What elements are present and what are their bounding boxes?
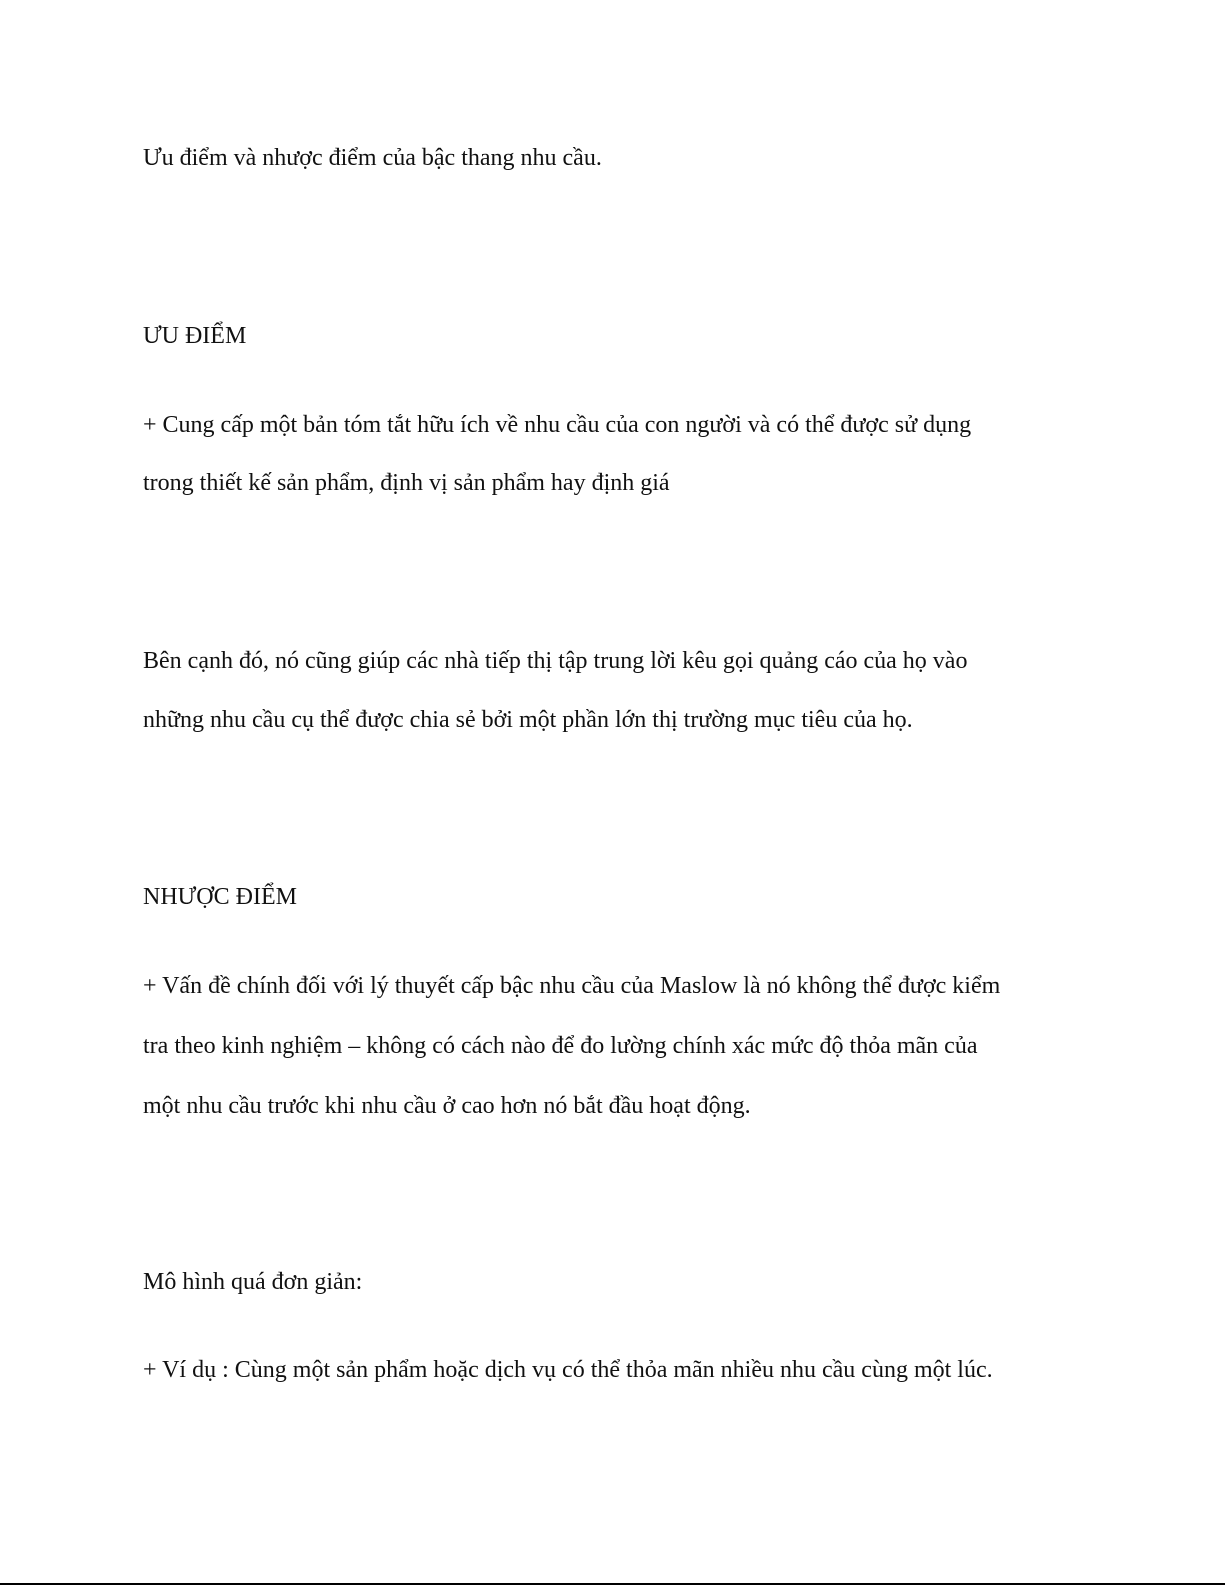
- advantages-paragraph-2-line-1: Bên cạnh đó, nó cũng giúp các nhà tiếp thị tập trung lời kêu gọi quảng cáo của họ vào: [143, 648, 968, 674]
- disadvantages-point-1-line-1: + Vấn đề chính đối với lý thuyết cấp bậc nhu cầu của Maslow là nó không thể được kiểm: [143, 973, 1001, 999]
- disadvantages-point-1-line-3: một nhu cầu trước khi nhu cầu ở cao hơn nó bắt đầu hoạt động.: [143, 1093, 751, 1119]
- advantages-point-1-line-2: trong thiết kế sản phẩm, định vị sản phẩm hay định giá: [143, 470, 670, 496]
- disadvantages-subheading: Mô hình quá đơn giản:: [143, 1269, 363, 1295]
- disadvantages-point-1-line-2: tra theo kinh nghiệm – không có cách nào để đo lường chính xác mức độ thỏa mãn của: [143, 1033, 978, 1059]
- disadvantages-heading: NHƯỢC ĐIỂM: [143, 884, 297, 910]
- disadvantages-example: + Ví dụ : Cùng một sản phẩm hoặc dịch vụ có thể thỏa mãn nhiều nhu cầu cùng một lúc.: [143, 1357, 993, 1383]
- advantages-heading: ƯU ĐIỂM: [143, 323, 247, 349]
- advantages-point-1-line-1: + Cung cấp một bản tóm tắt hữu ích về nhu cầu của con người và có thể được sử dụng: [143, 412, 972, 438]
- document-title: Ưu điểm và nhược điểm của bậc thang nhu cầu.: [143, 145, 602, 171]
- advantages-paragraph-2-line-2: những nhu cầu cụ thể được chia sẻ bởi một phần lớn thị trường mục tiêu của họ.: [143, 707, 913, 733]
